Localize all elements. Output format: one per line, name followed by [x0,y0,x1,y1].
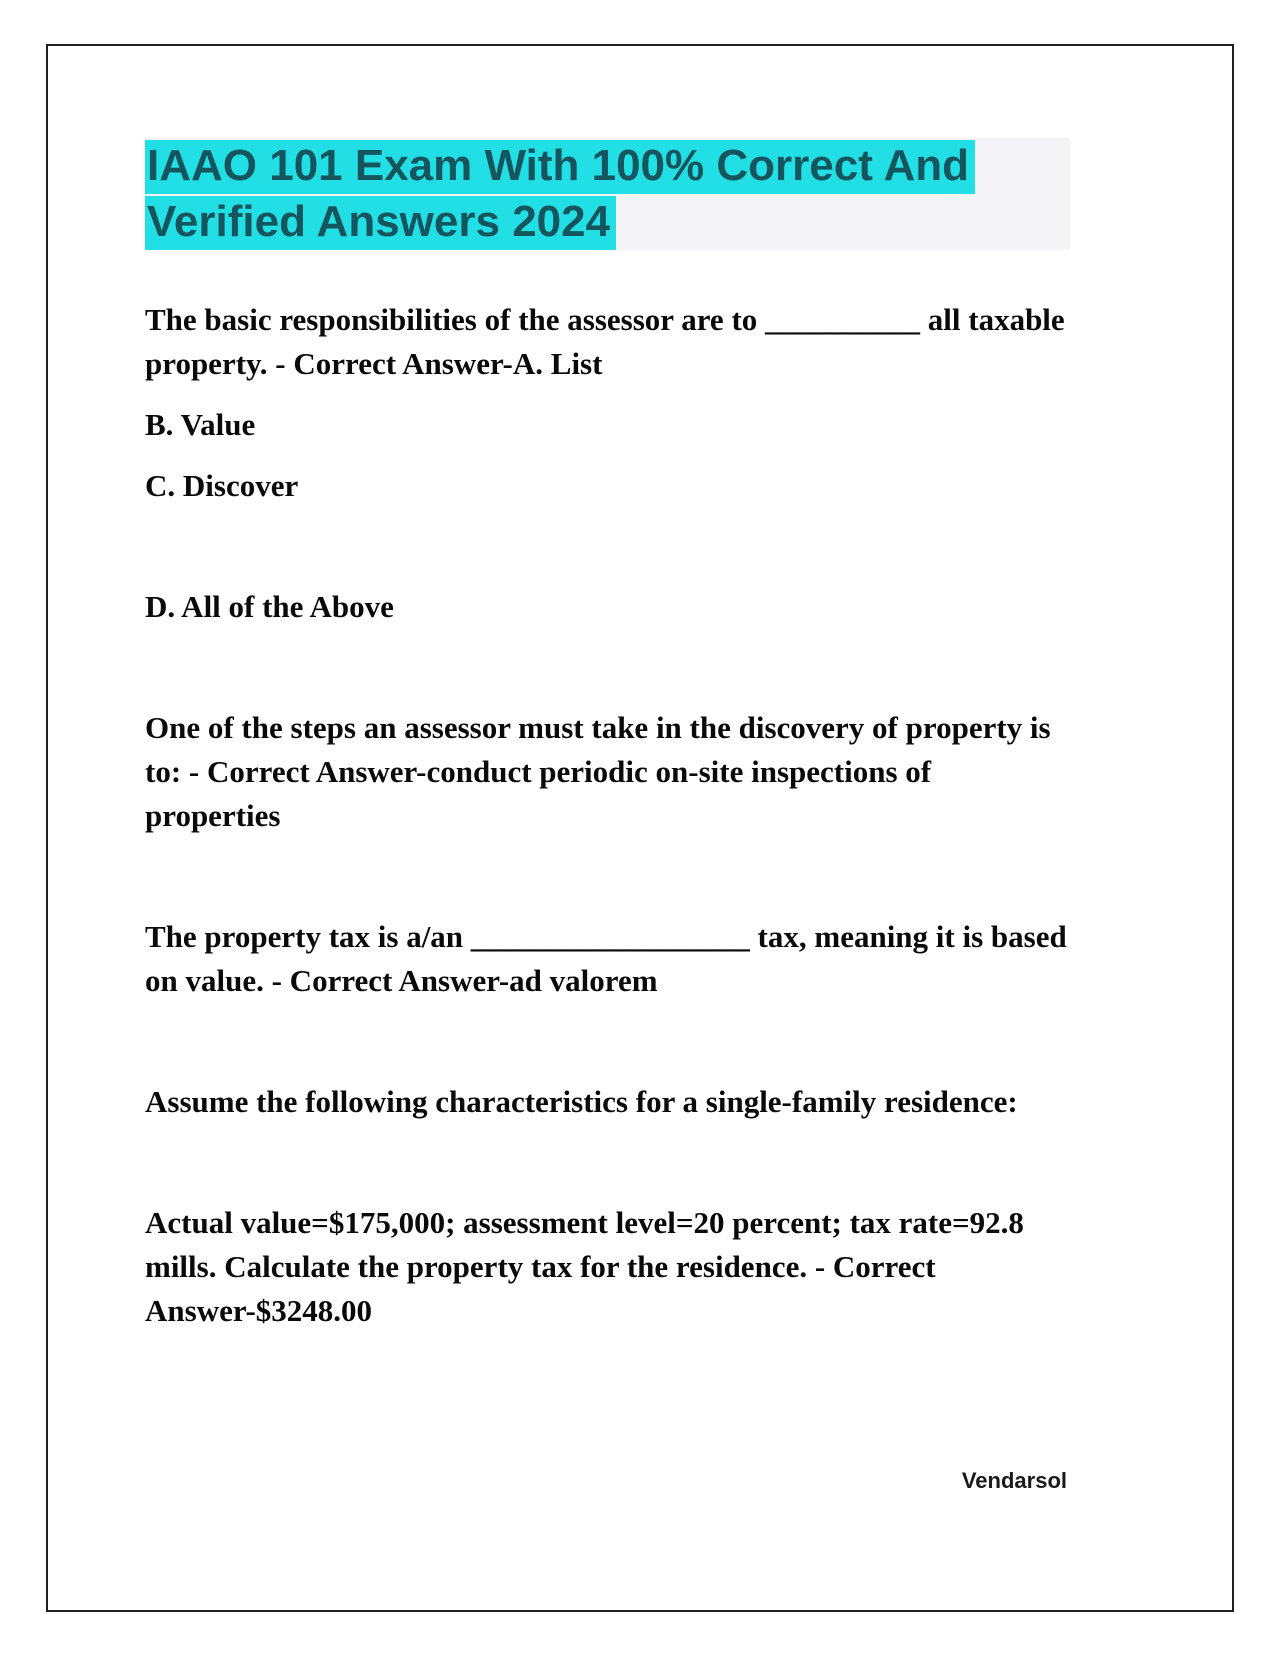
watermark-text: Vendarsol [961,1468,1067,1493]
title-line-1: IAAO 101 Exam With 100% Correct And [145,140,975,194]
question-paragraph: The property tax is a/an __________________ tax, meaning it is based on value. - Correct Answer-ad valorem [145,919,1067,998]
title-line-2: Verified Answers 2024 [145,196,616,250]
document-title [145,138,1070,250]
answer-option-b: B. Value [145,407,256,442]
question-paragraph: Assume the following characteristics for a single-family residence: [145,1084,1018,1119]
answer-option-c: C. Discover [145,468,299,503]
question-paragraph: The basic responsibilities of the assessor are to __________ all taxable property. - Correct Answer-A. List [145,302,1065,381]
answer-option-d: D. All of the Above [145,589,394,624]
question-paragraph: Actual value=$175,000; assessment level=20 percent; tax rate=92.8 mills. Calculate the property tax for the residence. - Correct Answer-$3248.00 [145,1205,1024,1328]
question-paragraph: One of the steps an assessor must take in the discovery of property is to: - Correct Answer-conduct periodic on-site inspections of properties [145,710,1051,833]
document-content [145,138,1070,1350]
